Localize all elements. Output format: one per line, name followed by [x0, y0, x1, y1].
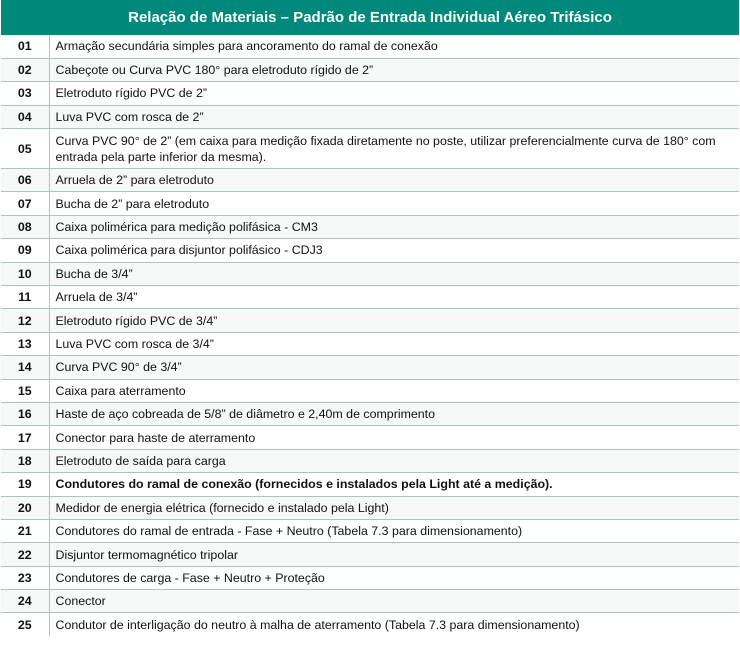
table-row — [1, 496, 739, 519]
item-description: Curva PVC 90° de 2” (em caixa para medição fixada diretamente no poste, utilizar preferencialmente curva de 180° com entrada pela parte inferior da mesma). — [49, 129, 739, 169]
table-row — [1, 543, 739, 566]
item-number: 07 — [1, 192, 49, 215]
table-row — [1, 239, 739, 262]
item-description: Luva PVC com rosca de 3/4” — [49, 332, 739, 355]
item-description: Caixa para aterramento — [49, 379, 739, 402]
table-row — [1, 566, 739, 589]
table-row — [1, 613, 739, 636]
item-description: Luva PVC com rosca de 2” — [49, 105, 739, 128]
table-row — [1, 332, 739, 355]
table-row — [1, 286, 739, 309]
table-row — [1, 379, 739, 402]
item-description: Disjuntor termomagnético tripolar — [49, 543, 739, 566]
item-number: 19 — [1, 473, 49, 496]
table-row — [1, 519, 739, 542]
table-row — [1, 215, 739, 238]
table-row — [1, 262, 739, 285]
table-title: Relação de Materiais – Padrão de Entrada Individual Aéreo Trifásico — [1, 0, 739, 35]
table-row — [1, 309, 739, 332]
materials-table-container — [1, 0, 739, 636]
item-number: 20 — [1, 496, 49, 519]
item-number: 09 — [1, 239, 49, 262]
table-row — [1, 58, 739, 81]
item-number: 08 — [1, 215, 49, 238]
table-row — [1, 426, 739, 449]
item-description: Condutores do ramal de conexão (fornecidos e instalados pela Light até a medição). — [49, 473, 739, 496]
item-number: 21 — [1, 519, 49, 542]
item-description: Armação secundária simples para ancoramento do ramal de conexão — [49, 35, 739, 58]
item-description: Arruela de 2” para eletroduto — [49, 169, 739, 192]
item-number: 22 — [1, 543, 49, 566]
table-row — [1, 590, 739, 613]
table-row — [1, 35, 739, 58]
item-description: Curva PVC 90° de 3/4” — [49, 356, 739, 379]
item-number: 02 — [1, 58, 49, 81]
table-row — [1, 192, 739, 215]
item-number: 23 — [1, 566, 49, 589]
item-description: Conector — [49, 590, 739, 613]
item-number: 01 — [1, 35, 49, 58]
item-number: 15 — [1, 379, 49, 402]
table-row — [1, 449, 739, 472]
item-description: Eletroduto rígido PVC de 3/4” — [49, 309, 739, 332]
item-number: 12 — [1, 309, 49, 332]
item-description: Arruela de 3/4” — [49, 286, 739, 309]
item-description: Eletroduto de saída para carga — [49, 449, 739, 472]
item-number: 13 — [1, 332, 49, 355]
item-number: 06 — [1, 169, 49, 192]
item-number: 18 — [1, 449, 49, 472]
item-description: Caixa polimérica para medição polifásica - CM3 — [49, 215, 739, 238]
item-number: 05 — [1, 129, 49, 169]
item-description: Eletroduto rígido PVC de 2” — [49, 82, 739, 105]
item-description: Medidor de energia elétrica (fornecido e instalado pela Light) — [49, 496, 739, 519]
item-number: 10 — [1, 262, 49, 285]
table-row — [1, 356, 739, 379]
item-number: 03 — [1, 82, 49, 105]
item-description: Cabeçote ou Curva PVC 180° para eletroduto rígido de 2” — [49, 58, 739, 81]
item-description: Conector para haste de aterramento — [49, 426, 739, 449]
item-description: Condutores de carga - Fase + Neutro + Proteção — [49, 566, 739, 589]
table-row — [1, 129, 739, 169]
item-description: Haste de aço cobreada de 5/8” de diâmetro e 2,40m de comprimento — [49, 402, 739, 425]
table-row — [1, 105, 739, 128]
item-description: Condutor de interligação do neutro à malha de aterramento (Tabela 7.3 para dimensionamento) — [55, 617, 580, 632]
item-number: 14 — [1, 356, 49, 379]
table-row — [1, 169, 739, 192]
item-number: 25 — [1, 613, 49, 636]
item-description: Bucha de 3/4” — [49, 262, 739, 285]
item-description: Condutores do ramal de entrada - Fase + Neutro (Tabela 7.3 para dimensionamento) — [49, 519, 739, 542]
item-description: Caixa polimérica para disjuntor polifásico - CDJ3 — [49, 239, 739, 262]
item-number: 16 — [1, 402, 49, 425]
item-number: 24 — [1, 590, 49, 613]
table-row — [1, 82, 739, 105]
item-number: 04 — [1, 105, 49, 128]
table-row — [1, 473, 739, 496]
item-number: 17 — [1, 426, 49, 449]
item-description: Bucha de 2” para eletroduto — [49, 192, 739, 215]
materials-table — [1, 35, 739, 636]
table-row — [1, 402, 739, 425]
item-number: 11 — [1, 286, 49, 309]
